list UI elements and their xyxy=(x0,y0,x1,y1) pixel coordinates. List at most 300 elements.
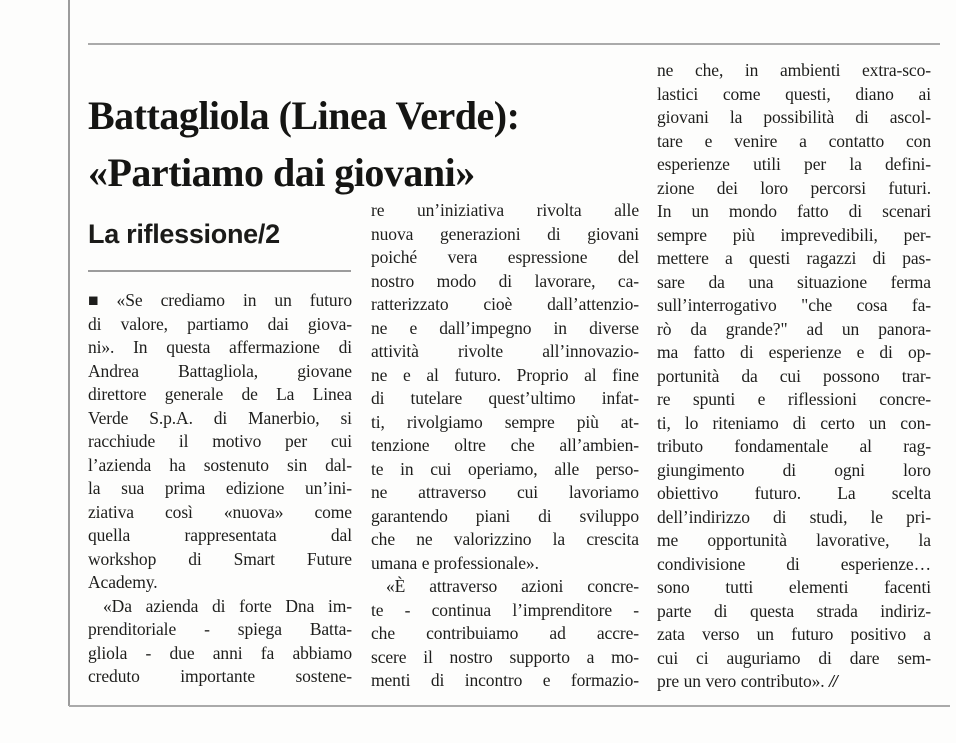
headline-line-2: «Partiamo dai giovani» xyxy=(88,149,475,195)
word: dare xyxy=(849,647,880,668)
word: op- xyxy=(907,342,931,362)
text-line xyxy=(88,336,352,360)
word: generazioni xyxy=(439,223,521,244)
word: Andrea xyxy=(88,360,139,381)
word: di xyxy=(792,412,807,433)
word: ma xyxy=(657,342,679,362)
word: e xyxy=(403,364,411,385)
word: partiamo xyxy=(187,313,249,334)
word: percorsi xyxy=(810,177,867,198)
text-line xyxy=(88,454,352,478)
word: sostenuto xyxy=(203,454,269,475)
word: rivolgiamo xyxy=(406,411,483,432)
word: attività xyxy=(371,341,419,361)
word: Linea xyxy=(312,384,352,404)
word: «È xyxy=(386,576,406,596)
word: per xyxy=(285,431,308,451)
word: facenti xyxy=(884,577,931,597)
word: che xyxy=(510,435,535,455)
word: di xyxy=(338,337,352,357)
word: im- xyxy=(327,595,352,616)
word: esperienze… xyxy=(840,553,931,574)
word: come xyxy=(722,83,761,104)
article-end-mark: // xyxy=(829,671,837,691)
word: ca- xyxy=(617,270,639,291)
text-line xyxy=(371,317,639,341)
word: at- xyxy=(620,411,639,432)
word: ziativa xyxy=(88,501,134,522)
text-line xyxy=(657,224,931,248)
word: scenari xyxy=(882,201,931,221)
word: all’ambien- xyxy=(559,435,639,455)
word: dell’indirizzo xyxy=(657,506,750,527)
word: quella xyxy=(88,525,131,545)
word: sem- xyxy=(897,647,931,668)
text-line xyxy=(371,528,639,552)
word: all’innovazio- xyxy=(542,341,639,361)
word: che, xyxy=(694,60,724,80)
word: ne xyxy=(371,364,388,385)
word: di xyxy=(872,248,886,268)
word: giungimento xyxy=(657,459,745,480)
word: piani xyxy=(475,505,511,526)
word: In xyxy=(657,201,672,221)
word: fondamentale xyxy=(734,436,829,456)
word: valorizzino xyxy=(453,529,532,549)
word: te xyxy=(371,458,384,479)
word: spiega xyxy=(237,619,282,639)
word: fine xyxy=(612,364,639,385)
word: Proprio xyxy=(516,364,569,385)
word: extra-sco- xyxy=(862,60,931,80)
word: vera xyxy=(447,247,478,267)
word: riteniamo xyxy=(712,412,779,433)
word: da xyxy=(708,271,725,292)
left-border-rule xyxy=(68,0,70,706)
word: la xyxy=(918,530,931,550)
word: rivolte xyxy=(458,341,503,361)
word: alle xyxy=(614,200,639,220)
text-line xyxy=(657,529,931,553)
word: a xyxy=(923,624,931,644)
word: di xyxy=(547,223,561,244)
word: dall’impegno xyxy=(439,317,532,338)
word: grande?" xyxy=(725,318,788,339)
word: - xyxy=(204,619,210,639)
word: oltre xyxy=(454,435,486,455)
word: Smart xyxy=(233,548,275,569)
word: il xyxy=(423,646,433,667)
word: - xyxy=(633,599,639,620)
word: questa xyxy=(749,600,795,621)
text-line xyxy=(657,482,931,506)
word: crescita xyxy=(586,529,639,549)
word: giova- xyxy=(307,313,352,334)
word: da xyxy=(690,318,707,339)
text-line xyxy=(657,459,931,483)
word: crediamo xyxy=(160,290,225,310)
text-line xyxy=(657,177,931,201)
text-line xyxy=(657,247,931,271)
word: un xyxy=(274,290,292,310)
paragraph xyxy=(371,575,639,693)
text-line xyxy=(657,435,931,459)
word: imprevedibili, xyxy=(780,224,878,245)
word: a xyxy=(725,248,733,268)
word: gliola xyxy=(88,642,128,663)
word: la xyxy=(849,154,862,174)
word: di xyxy=(879,342,893,362)
text-line xyxy=(657,200,931,224)
kicker-underline-rule xyxy=(88,270,351,272)
word: cui xyxy=(779,365,801,386)
word: nuova xyxy=(371,223,414,244)
paragraph xyxy=(88,289,352,595)
word: giovane xyxy=(297,360,352,381)
word: defini- xyxy=(885,154,931,174)
word: sempre xyxy=(504,411,555,432)
word: futuro. xyxy=(454,364,501,385)
text-column-1 xyxy=(88,289,352,689)
word: edizione xyxy=(225,478,285,498)
text-line xyxy=(88,548,352,572)
text-line xyxy=(371,223,639,247)
text-line xyxy=(88,477,352,501)
text-line xyxy=(371,293,639,317)
text-line xyxy=(88,524,352,548)
word: ha xyxy=(169,454,186,475)
word: continua xyxy=(431,599,492,620)
text-line xyxy=(88,407,352,431)
word: positivo xyxy=(850,624,907,644)
word: nostro xyxy=(371,270,415,291)
word: contributo». xyxy=(740,671,825,691)
text-line xyxy=(371,340,639,364)
word: certo xyxy=(820,412,855,433)
word: lastici xyxy=(657,83,699,104)
word: ogni xyxy=(834,459,865,480)
word: ne xyxy=(371,317,388,338)
word: possono xyxy=(822,365,880,386)
word: umana xyxy=(371,552,418,573)
word: cosa xyxy=(856,295,888,315)
word: quest’ultimo xyxy=(488,388,576,408)
text-line xyxy=(371,364,639,388)
word: esperienze xyxy=(768,342,842,362)
word: di xyxy=(786,553,800,574)
word: al xyxy=(584,364,597,385)
word: concre- xyxy=(879,389,931,409)
word: diano xyxy=(855,83,894,104)
text-line xyxy=(88,430,352,454)
paragraph xyxy=(371,199,639,575)
word: riflessioni xyxy=(787,389,857,409)
word: ti, xyxy=(371,411,385,432)
word: contribuiamo xyxy=(426,623,519,643)
text-line xyxy=(371,270,639,294)
word: di xyxy=(538,505,552,526)
word: di xyxy=(782,459,797,480)
word: scelta xyxy=(891,483,931,503)
word: esperienze xyxy=(657,154,730,174)
text-line xyxy=(88,571,352,595)
word: al xyxy=(426,364,439,385)
word: garantendo xyxy=(371,505,448,526)
word: direttore xyxy=(88,384,147,404)
word: ni». xyxy=(88,337,115,357)
word: ascol- xyxy=(889,107,931,127)
text-line xyxy=(88,642,352,666)
word: sin xyxy=(286,454,308,475)
word: questi xyxy=(748,248,791,268)
word: e xyxy=(421,552,430,573)
text-line xyxy=(657,271,931,295)
word: che xyxy=(371,623,395,643)
word: più xyxy=(732,224,755,245)
word: venire xyxy=(734,130,778,151)
word: Manerbio, xyxy=(248,407,320,428)
word: ragazzi xyxy=(806,248,857,268)
text-line xyxy=(657,106,931,130)
word: dall’attenzio- xyxy=(547,294,639,314)
word: un xyxy=(841,318,860,339)
word: di xyxy=(188,548,202,569)
word: e xyxy=(856,342,865,362)
word: creduto xyxy=(88,666,140,686)
word: obiettivo xyxy=(657,483,719,503)
word: verso xyxy=(701,624,740,644)
word: situazione xyxy=(797,271,867,292)
word: cui xyxy=(330,431,352,451)
word: La xyxy=(276,384,295,404)
word: valore, xyxy=(120,313,168,334)
text-line xyxy=(88,665,352,689)
text-line xyxy=(657,83,931,107)
word: sempre xyxy=(657,224,707,245)
word: ti, xyxy=(657,412,671,433)
word: fatto xyxy=(797,201,829,221)
text-line xyxy=(371,505,639,529)
word: utili xyxy=(753,154,781,174)
word: lavorative, xyxy=(816,530,890,550)
word: si xyxy=(340,407,352,428)
word: e xyxy=(757,389,766,409)
word: tenzione xyxy=(371,435,430,455)
word: possibilità xyxy=(763,107,835,127)
word: Dna xyxy=(285,595,315,616)
word: azienda xyxy=(145,595,199,616)
word: due xyxy=(169,642,195,663)
word: un xyxy=(756,624,774,644)
word: professionale». xyxy=(433,552,539,573)
word: giovani xyxy=(587,223,639,244)
word: generale xyxy=(164,384,224,404)
word: ne xyxy=(371,482,388,502)
word: sare xyxy=(657,271,685,292)
word: e xyxy=(409,317,418,338)
word: ■ xyxy=(88,290,99,310)
word: ai xyxy=(918,83,931,104)
word: ferma xyxy=(890,271,931,292)
word: questi, xyxy=(785,83,831,104)
text-line xyxy=(371,622,639,646)
word: più xyxy=(576,411,599,432)
word: l’azienda xyxy=(88,454,152,475)
word: di xyxy=(714,600,728,621)
word: giovani xyxy=(657,107,709,127)
word: «Da xyxy=(103,595,132,616)
word: con xyxy=(906,130,931,151)
word: con- xyxy=(900,412,931,433)
word: sull’interrogativo xyxy=(657,295,777,315)
section-kicker: La riflessione/2 xyxy=(88,219,280,249)
word: in xyxy=(744,60,759,80)
word: accre- xyxy=(596,623,639,643)
text-line xyxy=(88,289,352,313)
word: S.p.A. xyxy=(149,407,193,428)
word: contatto xyxy=(828,130,885,151)
word: condivisione xyxy=(657,553,746,574)
word: futuro. xyxy=(754,483,802,503)
text-line xyxy=(88,618,352,642)
word: - xyxy=(404,599,411,620)
word: trar- xyxy=(901,365,931,386)
text-line xyxy=(657,365,931,389)
text-column-3 xyxy=(657,59,931,694)
word: di xyxy=(371,388,385,408)
word: workshop xyxy=(88,548,157,569)
word: Batta- xyxy=(309,619,352,639)
word: attraverso xyxy=(418,482,487,502)
word: di xyxy=(430,670,445,690)
word: espressione xyxy=(507,247,588,267)
word: auguriamo xyxy=(726,647,801,668)
word: come xyxy=(314,501,352,522)
word: racchiude xyxy=(88,431,156,451)
text-line xyxy=(657,341,931,365)
text-line xyxy=(657,576,931,600)
word: vero xyxy=(705,671,737,691)
word: del xyxy=(617,247,639,267)
text-line xyxy=(371,434,639,458)
text-line xyxy=(657,670,931,694)
text-line xyxy=(657,600,931,624)
word: tutelare xyxy=(410,388,463,408)
word: tutti xyxy=(725,577,754,597)
word: a xyxy=(586,646,595,667)
word: motivo xyxy=(212,431,262,451)
word: «Se xyxy=(116,290,143,310)
word: di xyxy=(88,313,102,334)
word: opportunità xyxy=(707,530,787,550)
word: «nuova» xyxy=(223,501,284,522)
text-line xyxy=(657,553,931,577)
word: a xyxy=(799,130,807,151)
word: ambienti xyxy=(779,60,841,80)
word: loro xyxy=(760,177,789,198)
word: e xyxy=(542,670,551,690)
word: me xyxy=(657,530,679,550)
word: di xyxy=(740,342,754,362)
word: zata xyxy=(657,624,685,644)
text-line xyxy=(657,130,931,154)
text-line xyxy=(88,360,352,384)
word: mettere xyxy=(657,248,709,268)
text-line xyxy=(371,552,639,576)
word: menti xyxy=(371,670,411,690)
word: di xyxy=(498,270,513,291)
headline-line-1: Battagliola (Linea Verde): xyxy=(88,92,520,138)
word: "che xyxy=(801,295,833,315)
text-line xyxy=(88,595,352,619)
word: lavorare, xyxy=(534,270,596,291)
word: cui xyxy=(430,458,452,479)
word: sostene- xyxy=(295,666,352,686)
word: pas- xyxy=(902,248,931,268)
word: cui xyxy=(516,482,539,502)
word: forte xyxy=(239,595,272,616)
word: il xyxy=(178,431,189,451)
word: ne xyxy=(657,60,674,80)
word: prima xyxy=(164,478,206,498)
word: studi, xyxy=(809,506,848,527)
word: pri- xyxy=(906,506,931,527)
text-line xyxy=(657,318,931,342)
word: attraverso xyxy=(429,576,498,596)
word: anni xyxy=(212,642,243,663)
word: cui xyxy=(657,647,679,668)
word: infat- xyxy=(601,388,639,408)
word: rò xyxy=(657,318,672,339)
word: mo- xyxy=(611,646,639,667)
text-line xyxy=(88,383,352,407)
word: abbiamo xyxy=(292,642,352,663)
word: un xyxy=(691,201,709,221)
word: la xyxy=(88,478,101,498)
word: un’ini- xyxy=(305,478,352,498)
word: lavoriamo xyxy=(568,482,639,502)
text-line xyxy=(371,199,639,223)
word: la xyxy=(729,107,743,127)
word: dal xyxy=(330,525,352,545)
word: te xyxy=(371,599,384,620)
word: diverse xyxy=(589,317,639,338)
word: Future xyxy=(306,548,352,569)
word: tributo xyxy=(657,436,703,456)
word: Battagliola, xyxy=(178,360,259,381)
word: ad xyxy=(806,318,823,339)
word: un xyxy=(683,671,701,691)
word: importante xyxy=(180,666,256,686)
word: futuri. xyxy=(888,177,931,198)
word: operiamo, xyxy=(468,458,538,479)
text-line xyxy=(371,646,639,670)
word: parte xyxy=(657,600,692,621)
word: poiché xyxy=(371,247,418,267)
word: sono xyxy=(657,577,690,597)
word: rivolta xyxy=(536,200,582,220)
word: cioè xyxy=(483,294,513,314)
text-line xyxy=(371,481,639,505)
word: le xyxy=(870,506,883,527)
word: formazio- xyxy=(570,670,639,690)
word: lo xyxy=(684,412,699,433)
word: dai xyxy=(267,313,289,334)
word: scere xyxy=(371,646,407,667)
word: pre xyxy=(657,671,680,691)
word: fatto xyxy=(693,342,725,362)
text-line xyxy=(657,412,931,436)
